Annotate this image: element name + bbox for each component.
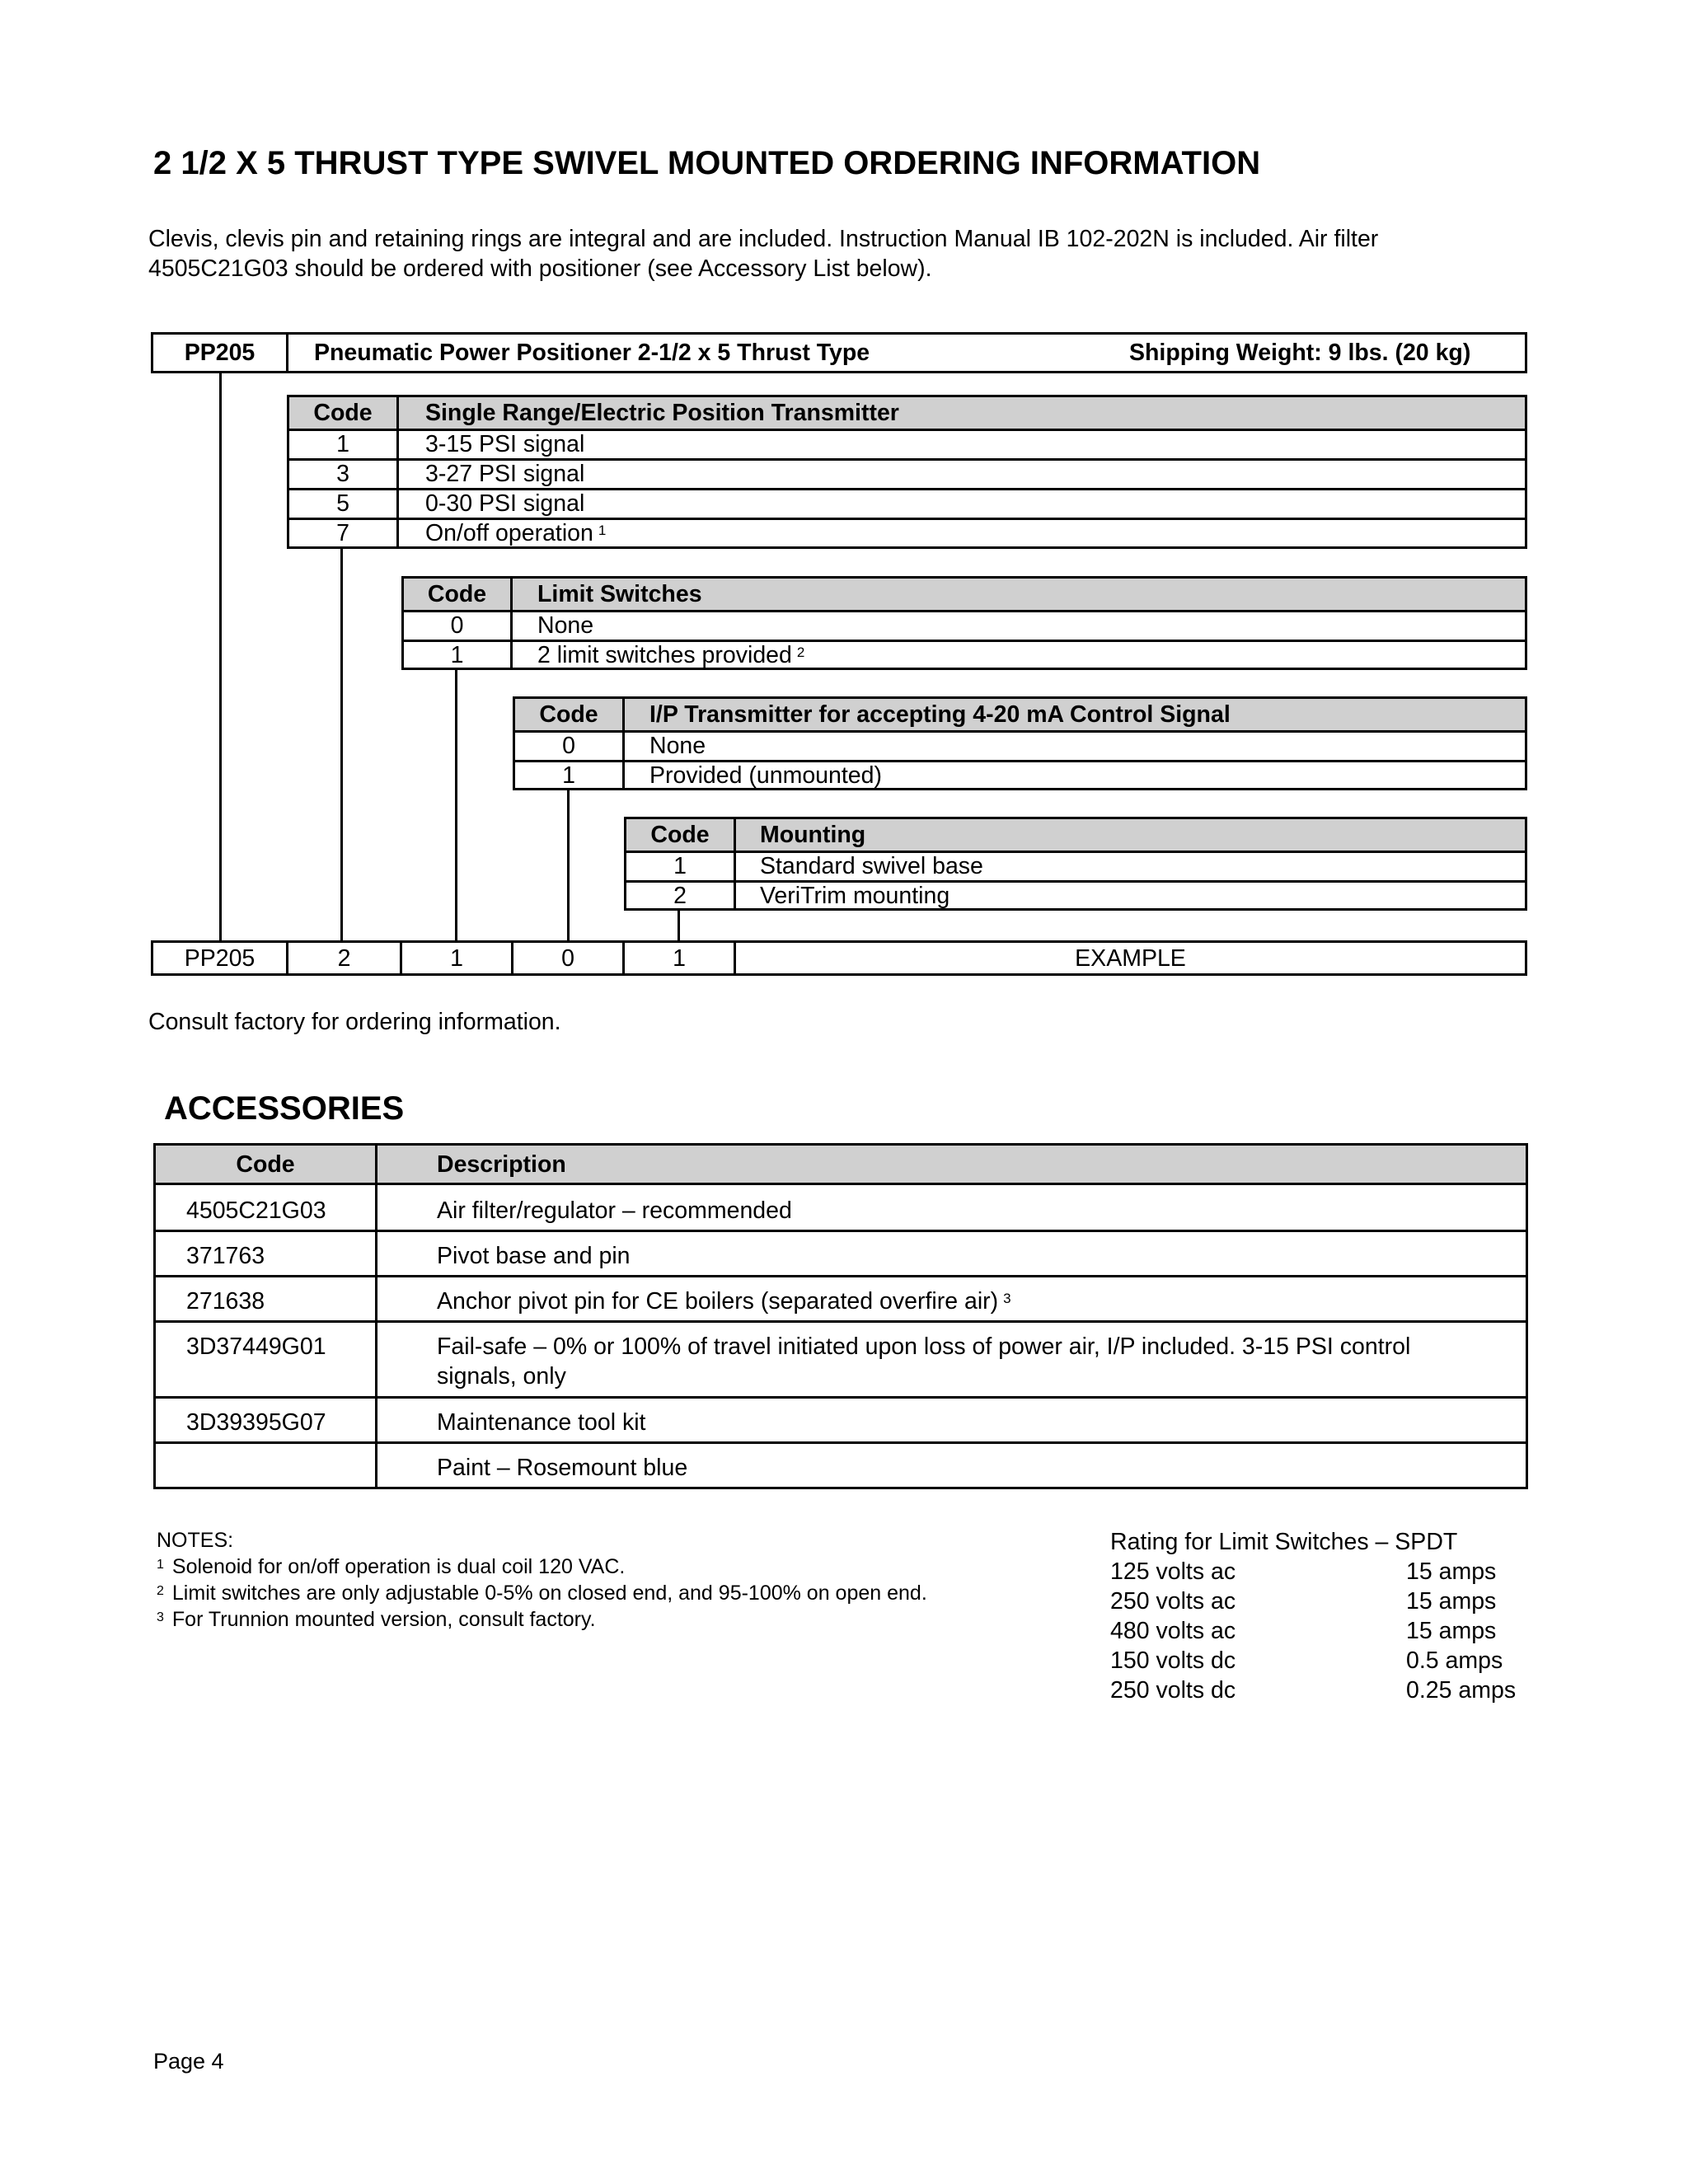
intro-line-1: Clevis, clevis pin and retaining rings are integral and are included. Instruction Manual IB 102-202N is included. Air filter	[148, 226, 1379, 252]
mounting-code-header: Code	[650, 822, 710, 848]
accessory-code: 3D37449G01	[186, 1333, 326, 1360]
example-code: 1	[450, 945, 463, 972]
ip-desc: Provided (unmounted)	[649, 762, 882, 789]
note-item: $^1$ Solenoid for on/off operation is dual coil 120 VAC.	[157, 1555, 626, 1578]
limit-code-header: Code	[427, 581, 487, 607]
footnote-marker: 2	[796, 644, 805, 660]
mounting-heading: Mounting	[760, 822, 866, 848]
connector-line	[678, 911, 680, 940]
example-code: 2	[337, 945, 351, 972]
rating-amps: 0.5 amps	[1406, 1647, 1503, 1674]
transmitter-code: 5	[336, 490, 349, 517]
accessory-desc: Paint – Rosemount blue	[437, 1455, 688, 1481]
connector-line	[455, 670, 457, 940]
accessory-desc-continued: signals, only	[437, 1363, 566, 1390]
accessory-desc: Pivot base and pin	[437, 1243, 631, 1269]
transmitter-desc: 3-27 PSI signal	[425, 461, 585, 487]
transmitter-desc: 0-30 PSI signal	[425, 490, 585, 517]
ip-heading: I/P Transmitter for accepting 4-20 mA Control Signal	[649, 701, 1231, 728]
footnote-marker: 3	[1003, 1291, 1011, 1306]
consult-text: Consult factory for ordering information.	[148, 1009, 561, 1035]
example-label: EXAMPLE	[1075, 945, 1186, 972]
product-code: PP205	[184, 340, 256, 366]
rating-amps: 0.25 amps	[1406, 1677, 1517, 1704]
connector-line	[219, 373, 222, 940]
connector-line	[567, 790, 570, 940]
limit-code: 0	[450, 612, 464, 639]
accessories-title: ACCESSORIES	[164, 1090, 405, 1127]
intro-line-2: 4505C21G03 should be ordered with positioner (see Accessory List below).	[148, 255, 932, 282]
product-name: Pneumatic Power Positioner 2-1/2 x 5 Thrust Type	[314, 340, 870, 366]
transmitter-code: 3	[336, 461, 349, 487]
accessory-code: 3D39395G07	[186, 1409, 326, 1436]
limit-heading: Limit Switches	[537, 581, 702, 607]
page-title: 2 1/2 X 5 THRUST TYPE SWIVEL MOUNTED ORDERING INFORMATION	[153, 145, 1261, 181]
transmitter-code-header: Code	[313, 400, 373, 426]
transmitter-code: 7	[336, 520, 349, 546]
rating-volts: 150 volts dc	[1110, 1647, 1236, 1674]
transmitter-desc: 3-15 PSI signal	[425, 431, 585, 457]
footnote-marker: 1	[598, 523, 607, 538]
limit-code: 1	[450, 642, 464, 668]
note-item: $^3$ For Trunnion mounted version, consult factory.	[157, 1608, 596, 1631]
accessory-code: 4505C21G03	[186, 1197, 326, 1224]
rating-heading: Rating for Limit Switches – SPDT	[1110, 1529, 1458, 1555]
ip-code: 1	[562, 762, 575, 789]
accessories-desc-header: Description	[437, 1151, 566, 1178]
accessory-code: 371763	[186, 1243, 265, 1269]
rating-volts: 480 volts ac	[1110, 1618, 1236, 1644]
transmitter-desc: On/off operation $^1$	[425, 520, 607, 546]
accessory-desc: Fail-safe – 0% or 100% of travel initiated upon loss of power air, I/P included. 3-15 PSI control	[437, 1333, 1411, 1360]
mounting-desc: Standard swivel base	[760, 853, 983, 879]
connector-line	[340, 549, 343, 940]
rating-volts: 125 volts ac	[1110, 1558, 1236, 1585]
mounting-code: 2	[673, 883, 687, 909]
accessory-desc: Maintenance tool kit	[437, 1409, 646, 1436]
shipping-weight: Shipping Weight: 9 lbs. (20 kg)	[1129, 340, 1471, 366]
accessory-desc: Anchor pivot pin for CE boilers (separated overfire air) $^3$	[437, 1288, 1011, 1315]
accessories-code-header: Code	[236, 1151, 295, 1178]
ip-code: 0	[562, 733, 575, 759]
rating-volts: 250 volts dc	[1110, 1677, 1236, 1704]
mounting-desc: VeriTrim mounting	[760, 883, 950, 909]
ip-desc: None	[649, 733, 706, 759]
rating-volts: 250 volts ac	[1110, 1588, 1236, 1615]
rating-amps: 15 amps	[1406, 1618, 1497, 1644]
accessory-code: 271638	[186, 1288, 265, 1315]
note-item: $^2$ Limit switches are only adjustable 0-5% on closed end, and 95-100% on open end.	[157, 1582, 927, 1605]
transmitter-heading: Single Range/Electric Position Transmitter	[425, 400, 899, 426]
transmitter-code: 1	[336, 431, 349, 457]
rating-amps: 15 amps	[1406, 1558, 1497, 1585]
example-code: 1	[673, 945, 686, 972]
limit-desc: None	[537, 612, 594, 639]
notes-heading: NOTES:	[157, 1529, 234, 1552]
accessory-desc: Air filter/regulator – recommended	[437, 1197, 792, 1224]
example-code: 0	[561, 945, 574, 972]
rating-amps: 15 amps	[1406, 1588, 1497, 1615]
limit-desc: 2 limit switches provided $^2$	[537, 642, 805, 668]
intro-text	[148, 224, 1508, 284]
page-number: Page 4	[153, 2049, 224, 2074]
example-product-code: PP205	[184, 945, 256, 972]
mounting-code: 1	[673, 853, 687, 879]
ip-code-header: Code	[539, 701, 598, 728]
